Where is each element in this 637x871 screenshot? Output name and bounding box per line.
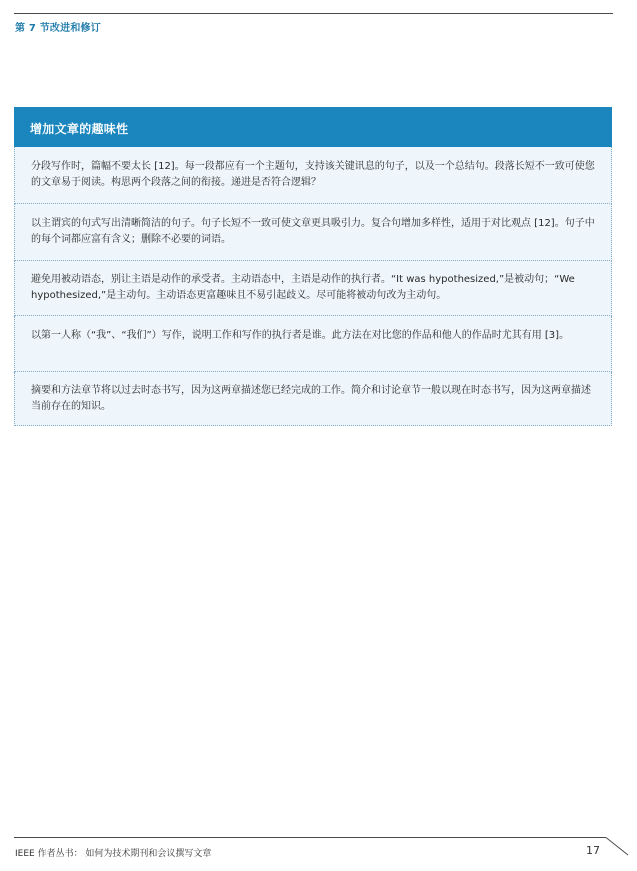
tip-item: 以第一人称（“我”、“我们”）写作，说明工作和写作的执行者是谁。此方法在对比您的作品和他人的作品时尤其有用 [3]。 bbox=[14, 316, 612, 372]
footer-corner-line bbox=[604, 837, 634, 857]
footer-rule bbox=[14, 837, 606, 838]
tip-item: 以主谓宾的句式写出清晰简洁的句子。句子长短不一致可使文章更具吸引力。复合句增加多样性，适用于对比观点 [12]。句子中的每个词都应富有含义；删除不必要的词语。 bbox=[14, 204, 612, 261]
footer-series-text: IEEE 作者丛书： 如何为技术期刊和会议撰写文章 bbox=[15, 849, 212, 859]
page-number: 17 bbox=[586, 844, 600, 857]
panel-title: 增加文章的趣味性 bbox=[14, 107, 612, 147]
tip-item: 摘要和方法章节将以过去时态书写，因为这两章描述您已经完成的工作。简介和讨论章节一般以现在时态书写，因为这两章描述当前存在的知识。 bbox=[14, 372, 612, 426]
section-title: 第 7 节改进和修订 bbox=[15, 23, 101, 34]
header-rule bbox=[14, 13, 613, 14]
tip-item: 避免用被动语态，别让主语是动作的承受者。主动语态中，主语是动作的执行者。“It was hypothesized,”是被动句；“We hypothesized,”是主动句。主动语态更富趣味且不易引起歧义。尽可能将被动句改为主动句。 bbox=[14, 261, 612, 316]
tip-item: 分段写作时，篇幅不要太长 [12]。每一段都应有一个主题句，支持该关键讯息的句子，以及一个总结句。段落长短不一致可使您的文章易于阅读。构思两个段落之间的衔接。递进是否符合逻辑？ bbox=[14, 147, 612, 204]
tips-panel bbox=[14, 107, 612, 426]
